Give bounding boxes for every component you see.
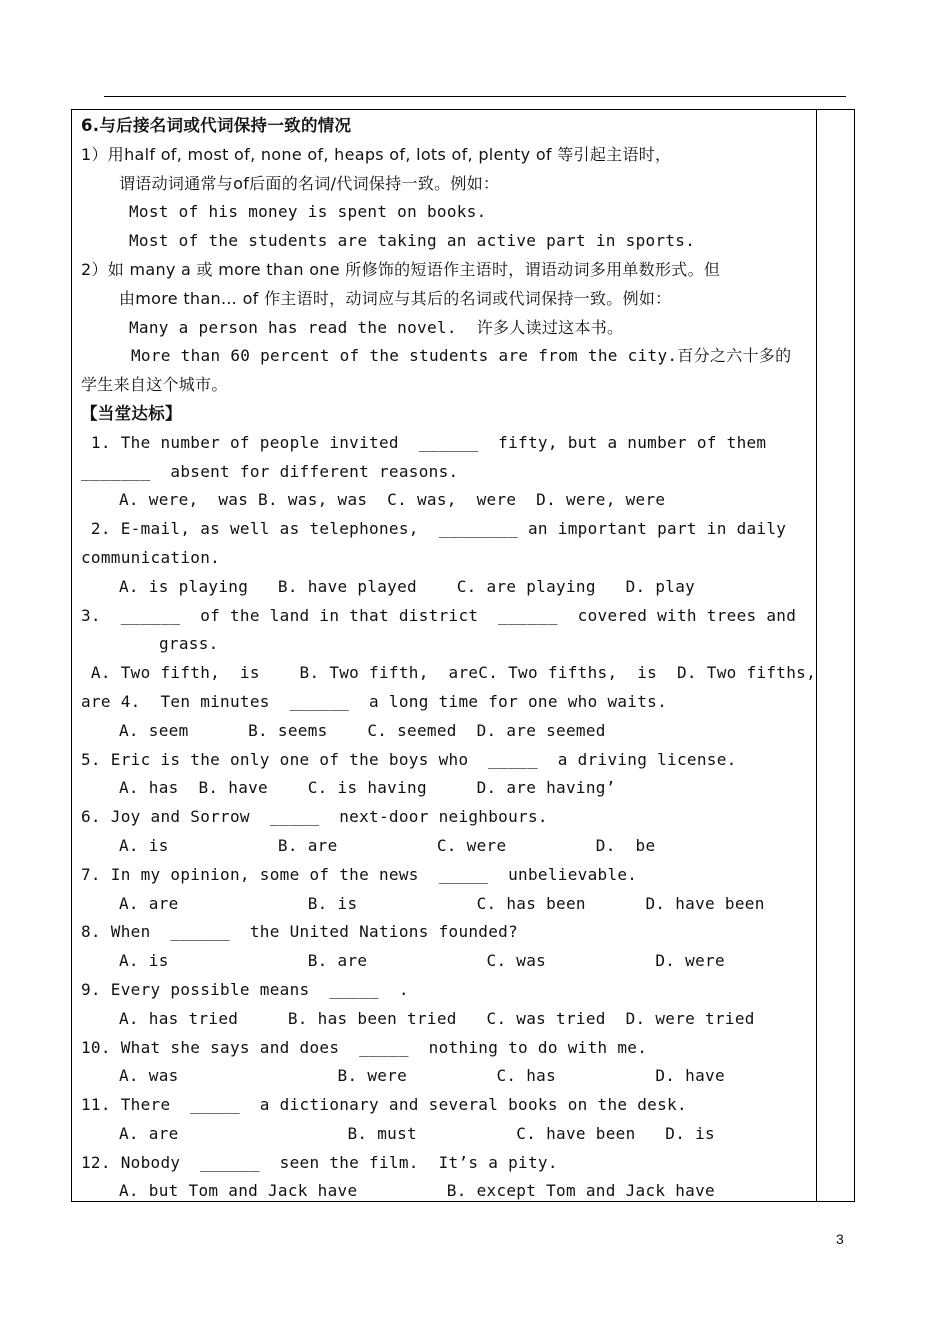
column-divider (816, 109, 817, 1202)
section-title: 6.与后接名词或代词保持一致的情况 (81, 116, 352, 135)
question-line: _______ absent for different reasons. (81, 461, 459, 481)
practice-heading: 【当堂达标】 (81, 403, 182, 423)
rule-1-line-2: 谓语动词通常与of后面的名词/代词保持一致。例如： (119, 173, 500, 193)
answer-options: A. is playing B. have played C. are playing D. play (119, 576, 696, 596)
question-line: 7. In my opinion, some of the news _____ unbelievable. (81, 864, 638, 884)
rule-2-line-1: 2）如 many a 或 more than one 所修饰的短语作主语时，谓语动词多用单数形式。但 (81, 259, 721, 279)
answer-options: A. was B. were C. has D. have (119, 1066, 725, 1086)
answer-options: A. were, was B. was, was C. was, were D. were, were (119, 490, 666, 510)
answer-options: A. are B. must C. have been D. is (119, 1123, 715, 1143)
question-line: 12. Nobody ______ seen the film. It’s a pity. (81, 1152, 558, 1172)
question-line: communication. (81, 547, 221, 567)
rule-1-example-1: Most of his money is spent on books. (129, 202, 487, 222)
question-line: 2. E-mail, as well as telephones, ________ an important part in daily (81, 519, 787, 539)
rule-2-example-2-continued: 学生来自这个城市。 (81, 375, 228, 395)
question-line: grass. (159, 634, 219, 654)
question-line: 5. Eric is the only one of the boys who _____ a driving license. (81, 749, 737, 769)
rule-1-example-2: Most of the students are taking an active part in sports. (129, 231, 696, 251)
question-line: 11. There _____ a dictionary and several books on the desk. (81, 1095, 687, 1115)
answer-options: A. is B. are C. was D. were (119, 951, 725, 971)
question-line: 8. When ______ the United Nations founded? (81, 922, 519, 942)
answer-options: A. has tried B. has been tried C. was tried D. were tried (119, 1008, 755, 1028)
question-line: 3. ______ of the land in that district ______ covered with trees and (81, 605, 797, 625)
answer-options: A. are B. is C. has been D. have been (119, 893, 765, 913)
rule-2-example-1: Many a person has read the novel. 许多人读过这本书。 (129, 317, 624, 337)
answer-options: A. seem B. seems C. seemed D. are seemed (119, 720, 606, 740)
question-line: 1. The number of people invited ______ fifty, but a number of them (81, 432, 767, 452)
answer-options: A. has B. have C. is having D. are having’ (119, 778, 616, 798)
header-rule (104, 96, 846, 97)
question-line: 6. Joy and Sorrow _____ next-door neighbours. (81, 807, 548, 827)
answer-options: A. is B. are C. were D. be (119, 835, 656, 855)
page-number: 3 (836, 1231, 844, 1247)
question-line: 9. Every possible means _____ . (81, 979, 409, 999)
question-line: are 4. Ten minutes ______ a long time for one who waits. (81, 691, 668, 711)
rule-2-line-2: 由more than… of 作主语时，动词应与其后的名词或代词保持一致。例如： (119, 288, 672, 308)
answer-options: A. Two fifth, is B. Two fifth, areC. Two fifths, is D. Two fifths, (81, 663, 817, 683)
rule-1-line-1: 1）用half of, most of, none of, heaps of, lots of, plenty of 等引起主语时， (81, 144, 672, 164)
answer-options: A. but Tom and Jack have B. except Tom and Jack have (119, 1181, 715, 1201)
document-body (81, 112, 817, 1206)
question-line: 10. What she says and does _____ nothing to do with me. (81, 1037, 648, 1057)
rule-2-example-2: More than 60 percent of the students are from the city.百分之六十多的 (131, 346, 792, 366)
